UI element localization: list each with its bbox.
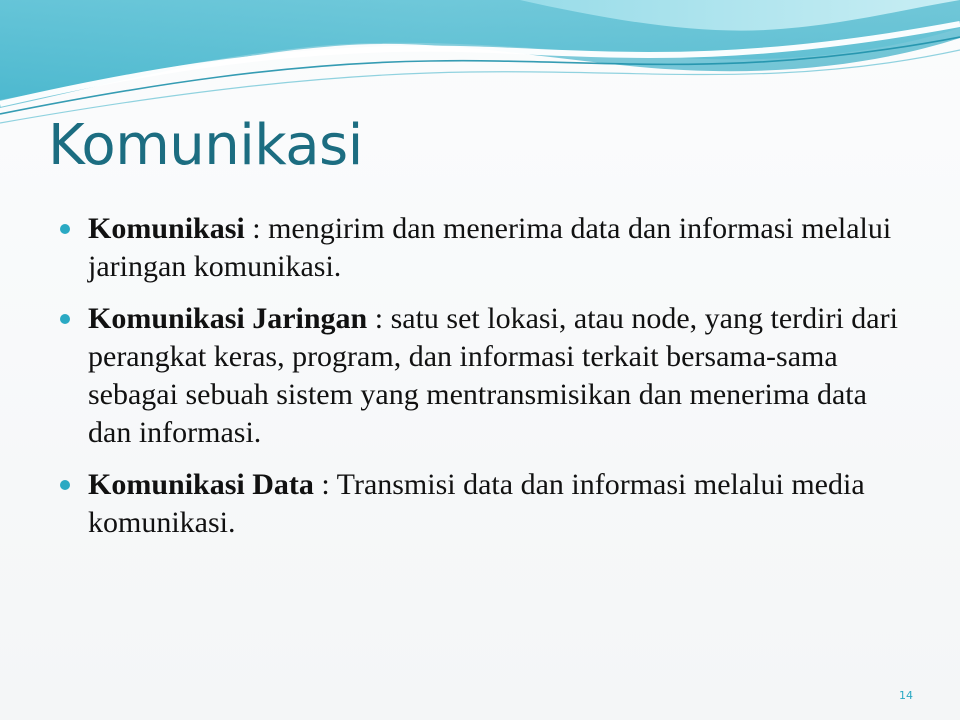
bullet-item-komunikasi-jaringan	[60, 300, 910, 452]
header-wave-decoration	[0, 0, 960, 130]
bullet-item-komunikasi	[60, 210, 910, 286]
bullet-item-komunikasi-data	[60, 466, 910, 542]
page-number: 14	[899, 689, 913, 702]
bullet-term: Komunikasi Data	[88, 468, 314, 501]
bullet-term: Komunikasi	[88, 212, 245, 245]
bullet-text: : Transmisi data dan informasi melalui media komunikasi.	[88, 468, 865, 539]
bullet-dot-icon	[60, 224, 70, 234]
bullet-text: : satu set lokasi, atau node, yang terdiri dari perangkat keras, program, dan informasi terkait bersama-sama sebagai sebuah sistem yang mentransmisikan dan menerima data dan informasi.	[88, 302, 898, 449]
bullet-dot-icon	[60, 480, 70, 490]
slide-title: Komunikasi	[48, 113, 363, 178]
bullet-dot-icon	[60, 314, 70, 324]
bullet-list	[60, 210, 910, 556]
bullet-term: Komunikasi Jaringan	[88, 302, 368, 335]
bullet-text: : mengirim dan menerima data dan informasi melalui jaringan komunikasi.	[88, 212, 892, 283]
